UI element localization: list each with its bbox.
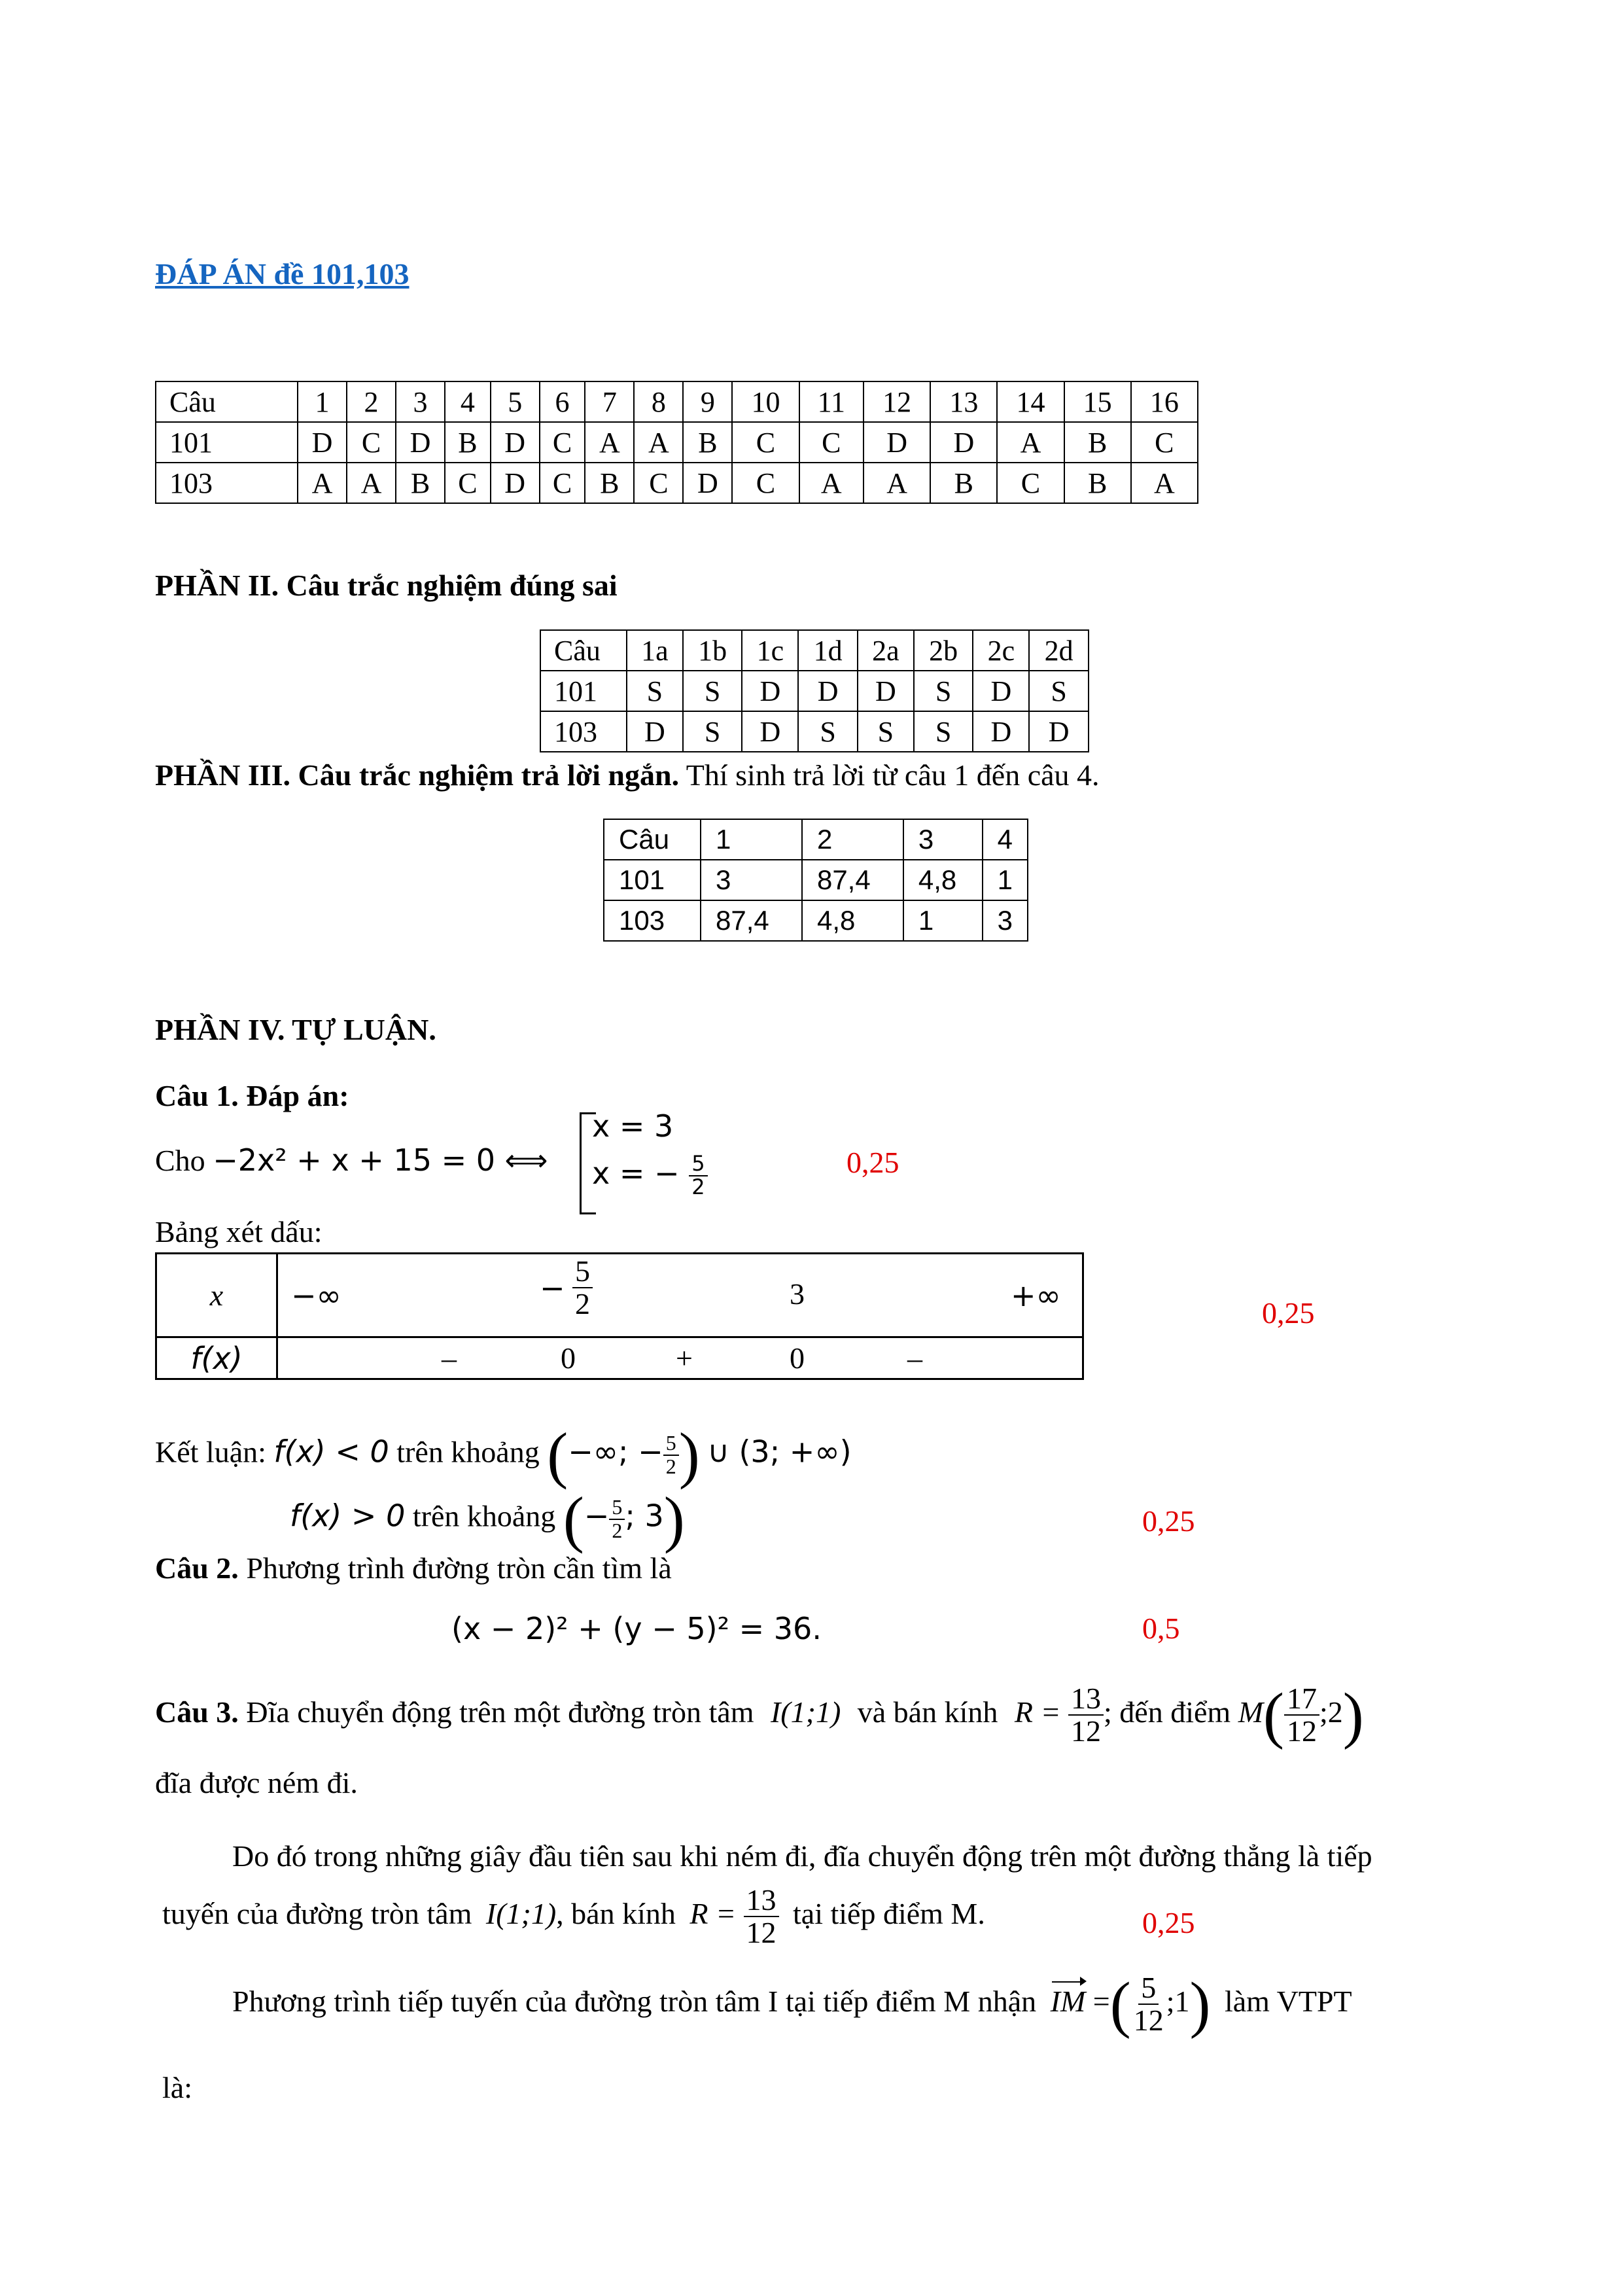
q1-root1: x = 3 (592, 1108, 674, 1144)
sign-minus-2: – (907, 1341, 922, 1375)
table-cell: D (1029, 711, 1089, 752)
q2-score: 0,5 (1142, 1612, 1180, 1645)
table-cell: 3 (701, 860, 802, 900)
sign-table-x-label: x (209, 1279, 224, 1312)
part2-heading: PHẦN II. Câu trắc nghiệm đúng sai (155, 569, 618, 602)
frac-den: 2 (575, 1287, 591, 1321)
paren-close: ) (1189, 1969, 1211, 2040)
table-cell: D (683, 463, 732, 503)
table-cell: A (864, 463, 930, 503)
table-cell: 2d (1029, 630, 1089, 671)
q3-para1b-a: tuyến của đường tròn tâm (162, 1896, 472, 1930)
table-cell: A (347, 463, 396, 503)
table-cell: A (1131, 463, 1198, 503)
table-row-label: Câu (604, 819, 701, 860)
table-cell: B (445, 422, 491, 463)
frac-num: 17 (1284, 1683, 1319, 1716)
q3-text1: Đĩa chuyển động trên một đường tròn tâm (238, 1695, 754, 1729)
table-cell: C (634, 463, 683, 503)
table-cell: D (742, 711, 798, 752)
x-pos-inf: +∞ (1011, 1278, 1061, 1313)
table-row-label: 101 (156, 422, 298, 463)
paren-open: ( (1263, 1680, 1285, 1750)
paren-close: ) (1342, 1680, 1364, 1750)
frac-den: 12 (746, 1916, 777, 1950)
table-cell: D (798, 671, 858, 711)
q1-root2-frac (689, 1153, 707, 1198)
table-cell: D (930, 422, 997, 463)
table-cell: 1 (903, 900, 983, 941)
table-cell: D (396, 422, 445, 463)
q1-eq: −2x² + x + 15 = 0 ⟺ (213, 1142, 548, 1178)
table-cell: D (491, 463, 540, 503)
table-cell: S (914, 671, 973, 711)
x-minus-sign: − (540, 1270, 565, 1306)
page-title: ĐÁP ÁN đề 101,103 (155, 257, 410, 291)
conclusion1-frac (663, 1432, 679, 1477)
sign-zero-1: 0 (561, 1341, 576, 1375)
table-cell: 2 (802, 819, 903, 860)
q3-point-M: M (1238, 1695, 1264, 1729)
q1-root2-prefix: x = − (592, 1156, 680, 1192)
table-row-label: 101 (604, 860, 701, 900)
table-cell: 2c (973, 630, 1029, 671)
table-cell: A (634, 422, 683, 463)
table-cell: A (997, 422, 1064, 463)
table-row-label: Câu (540, 630, 627, 671)
paren-open: ( (563, 1484, 584, 1554)
q1-score2: 0,25 (1262, 1296, 1315, 1330)
table-cell: 87,4 (701, 900, 802, 941)
table-row-label: 101 (540, 671, 627, 711)
x-neg-five-halves (540, 1256, 593, 1320)
table-row-label: 103 (540, 711, 627, 752)
paren-close: ) (663, 1484, 685, 1554)
paren-open: ( (1109, 1969, 1131, 2040)
q1-conclusion-1 (155, 1420, 852, 1490)
table-cell: C (732, 463, 799, 503)
table-cell: B (683, 422, 732, 463)
table-cell: D (973, 711, 1029, 752)
conclusion1-fx: f(x) < 0 (273, 1434, 389, 1470)
table-cell: D (298, 422, 347, 463)
paren-close: ) (678, 1420, 700, 1490)
table-row (604, 860, 1028, 900)
table-cell: 11 (799, 381, 864, 422)
sign-table-fx-label: f(x) (190, 1340, 243, 1376)
conclusion1-interval-a: −∞; − (568, 1434, 663, 1470)
table-row-label: 103 (156, 463, 298, 503)
q3-text3: ; đến điểm (1104, 1695, 1231, 1729)
q3-radius-label: R = (1014, 1695, 1061, 1729)
q3-radius-frac (1068, 1683, 1104, 1748)
table-header-row (156, 381, 1198, 422)
table-cell: C (1131, 422, 1198, 463)
frac-num: 13 (744, 1884, 779, 1917)
frac-num: 13 (1068, 1683, 1104, 1716)
conclusion2-fx: f(x) > 0 (290, 1498, 406, 1534)
table-cell: 4,8 (903, 860, 983, 900)
table-cell: B (930, 463, 997, 503)
table-cell: C (445, 463, 491, 503)
table-cell: D (858, 671, 914, 711)
q3-para1b (162, 1884, 985, 1949)
answer-table-part2 (540, 629, 1089, 752)
q3-line2: đĩa được ném đi. (155, 1766, 358, 1799)
table-cell: 3 (903, 819, 983, 860)
frac-den: 12 (1287, 1714, 1318, 1748)
table-cell: 6 (540, 381, 585, 422)
table-row (540, 711, 1089, 752)
q3-center: I(1;1) (770, 1695, 841, 1729)
q2-equation: (x − 2)² + (y − 5)² = 36. (451, 1611, 822, 1646)
vector-IM: IM (1050, 1984, 1086, 2018)
conclusion1-interval-b: ∪ (3; +∞) (707, 1434, 852, 1470)
q3-para2c: là: (162, 2071, 192, 2104)
q3-M-y: ;2 (1319, 1695, 1343, 1729)
table-cell: A (799, 463, 864, 503)
table-cell: 4,8 (802, 900, 903, 941)
sign-table-signs (277, 1337, 1083, 1379)
table-cell: 1 (701, 819, 802, 860)
table-cell: C (540, 422, 585, 463)
table-row (156, 422, 1198, 463)
q1-score1: 0,25 (846, 1146, 899, 1179)
conclusion2-mid: trên khoảng (412, 1499, 556, 1533)
table-cell: C (540, 463, 585, 503)
table-cell: 10 (732, 381, 799, 422)
table-cell: D (742, 671, 798, 711)
frac-num: 5 (689, 1153, 707, 1176)
q3-para1b-c: tại tiếp điểm M. (793, 1896, 985, 1930)
q3-text2: và bán kính (857, 1695, 998, 1729)
frac-num: 5 (663, 1432, 679, 1456)
q2-label: Câu 2. (155, 1551, 239, 1585)
q1-root2 (592, 1153, 708, 1198)
frac-num: 5 (572, 1256, 593, 1288)
table-row-label: 103 (604, 900, 701, 941)
conclusion2-frac (609, 1496, 625, 1542)
table-cell: 1a (627, 630, 683, 671)
sign-zero-2: 0 (790, 1341, 805, 1375)
table-row (540, 671, 1089, 711)
table-cell: 8 (634, 381, 683, 422)
table-cell: S (627, 671, 683, 711)
table-cell: B (1064, 422, 1131, 463)
table-header-row (540, 630, 1089, 671)
table-cell: S (914, 711, 973, 752)
frac-den: 2 (665, 1455, 676, 1478)
sign-table-fx-cell (156, 1337, 277, 1379)
table-cell: A (585, 422, 634, 463)
table-cell: D (627, 711, 683, 752)
table-cell: 16 (1131, 381, 1198, 422)
table-cell: 9 (683, 381, 732, 422)
q3-M-frac (1284, 1683, 1319, 1748)
table-cell: C (732, 422, 799, 463)
table-cell: C (799, 422, 864, 463)
q3-para2-a: Phương trình tiếp tuyến của đường tròn tâm I tại tiếp điểm M nhận (232, 1984, 1037, 2018)
table-cell: 4 (983, 819, 1028, 860)
table-cell: 5 (491, 381, 540, 422)
table-cell: 4 (445, 381, 491, 422)
sign-table (155, 1252, 1084, 1380)
x-three: 3 (790, 1277, 805, 1311)
sign-minus-1: – (442, 1341, 457, 1375)
table-cell: 1b (683, 630, 742, 671)
table-cell: 3 (396, 381, 445, 422)
conclusion-label: Kết luận: (155, 1435, 266, 1469)
q1-score3: 0,25 (1142, 1504, 1195, 1538)
frac-num: 5 (1138, 1972, 1159, 2005)
q3-para1: Do đó trong những giây đầu tiên sau khi ném đi, đĩa chuyển động trên một đường thẳng là tiếp (232, 1839, 1372, 1873)
part3-heading (155, 758, 1100, 792)
answer-table-part1 (155, 381, 1198, 504)
frac-den: 12 (1133, 2004, 1164, 2038)
table-cell: D (973, 671, 1029, 711)
table-cell: S (798, 711, 858, 752)
table-cell: 1 (983, 860, 1028, 900)
table-cell: S (858, 711, 914, 752)
q1-equation (155, 1142, 548, 1178)
part4-heading: PHẦN IV. TỰ LUẬN. (155, 1013, 436, 1046)
table-cell: B (585, 463, 634, 503)
conclusion1-mid: trên khoảng (396, 1435, 540, 1469)
table-cell: 1d (798, 630, 858, 671)
sign-table-x-values (277, 1254, 1083, 1337)
table-cell: D (864, 422, 930, 463)
table-cell: 14 (997, 381, 1064, 422)
frac-den: 2 (691, 1174, 705, 1199)
table-cell: S (1029, 671, 1089, 711)
answer-table-part3 (603, 819, 1028, 942)
conclusion2-interval-b: ; 3 (625, 1498, 664, 1534)
table-cell: 7 (585, 381, 634, 422)
table-cell: C (347, 422, 396, 463)
table-cell: 15 (1064, 381, 1131, 422)
q3-IM-y: ;1 (1166, 1984, 1190, 2018)
frac-num: 5 (609, 1496, 625, 1520)
table-row (156, 463, 1198, 503)
q3-IM-frac (1131, 1972, 1166, 2037)
q3-para1b-b: , bán kính (556, 1896, 676, 1930)
q3-label: Câu 3. (155, 1695, 239, 1729)
table-cell: 2 (347, 381, 396, 422)
table-header-row (604, 819, 1028, 860)
table-cell: 13 (930, 381, 997, 422)
table-row-label: Câu (156, 381, 298, 422)
table-cell: 2a (858, 630, 914, 671)
table-cell: 12 (864, 381, 930, 422)
frac-den: 2 (612, 1519, 623, 1542)
part3-heading-rest: Thí sinh trả lời từ câu 1 đến câu 4. (679, 758, 1100, 792)
q1-conclusion-2: f(x) > 0 trên khoảng (− $\frac{5}{2}$ ; 3) (290, 1484, 685, 1554)
table-cell: S (683, 671, 742, 711)
q2-line (155, 1551, 672, 1585)
table-cell: B (396, 463, 445, 503)
sign-table-x-cell (156, 1254, 277, 1337)
q3-para2: Phương trình tiếp tuyến của đường tròn tâm I tại tiếp điểm M nhận IM =( $\frac{5}{12}$ ;1) làm VTPT (232, 1969, 1352, 2040)
table-cell: S (683, 711, 742, 752)
table-cell: B (1064, 463, 1131, 503)
table-cell: 3 (983, 900, 1028, 941)
q1-eq-prefix: Cho (155, 1144, 205, 1177)
q3-radius-label-2: R = (689, 1896, 736, 1930)
q3-para2-b: làm VTPT (1224, 1984, 1352, 2018)
q2-text: Phương trình đường tròn cần tìm là (238, 1551, 672, 1585)
table-row (604, 900, 1028, 941)
q1-label: Câu 1. Đáp án: (155, 1079, 349, 1112)
q3-line1 (155, 1680, 1364, 1750)
q3-radius-frac-2 (744, 1884, 779, 1949)
q3-score: 0,25 (1142, 1906, 1195, 1939)
part3-heading-bold: PHẦN III. Câu trắc nghiệm trả lời ngắn. (155, 758, 680, 792)
table-cell: 2b (914, 630, 973, 671)
x-frac (572, 1256, 593, 1320)
table-cell: 1 (298, 381, 347, 422)
frac-den: 12 (1071, 1714, 1102, 1748)
table-cell: 87,4 (802, 860, 903, 900)
sign-plus: + (676, 1341, 693, 1375)
paren-open: ( (547, 1420, 568, 1490)
table-cell: D (491, 422, 540, 463)
x-neg-inf: −∞ (291, 1278, 341, 1313)
q1-sign-label: Bảng xét dấu: (155, 1215, 323, 1248)
table-cell: C (997, 463, 1064, 503)
table-cell: 1c (742, 630, 798, 671)
table-cell: A (298, 463, 347, 503)
q3-center-2: I(1;1) (485, 1896, 557, 1930)
